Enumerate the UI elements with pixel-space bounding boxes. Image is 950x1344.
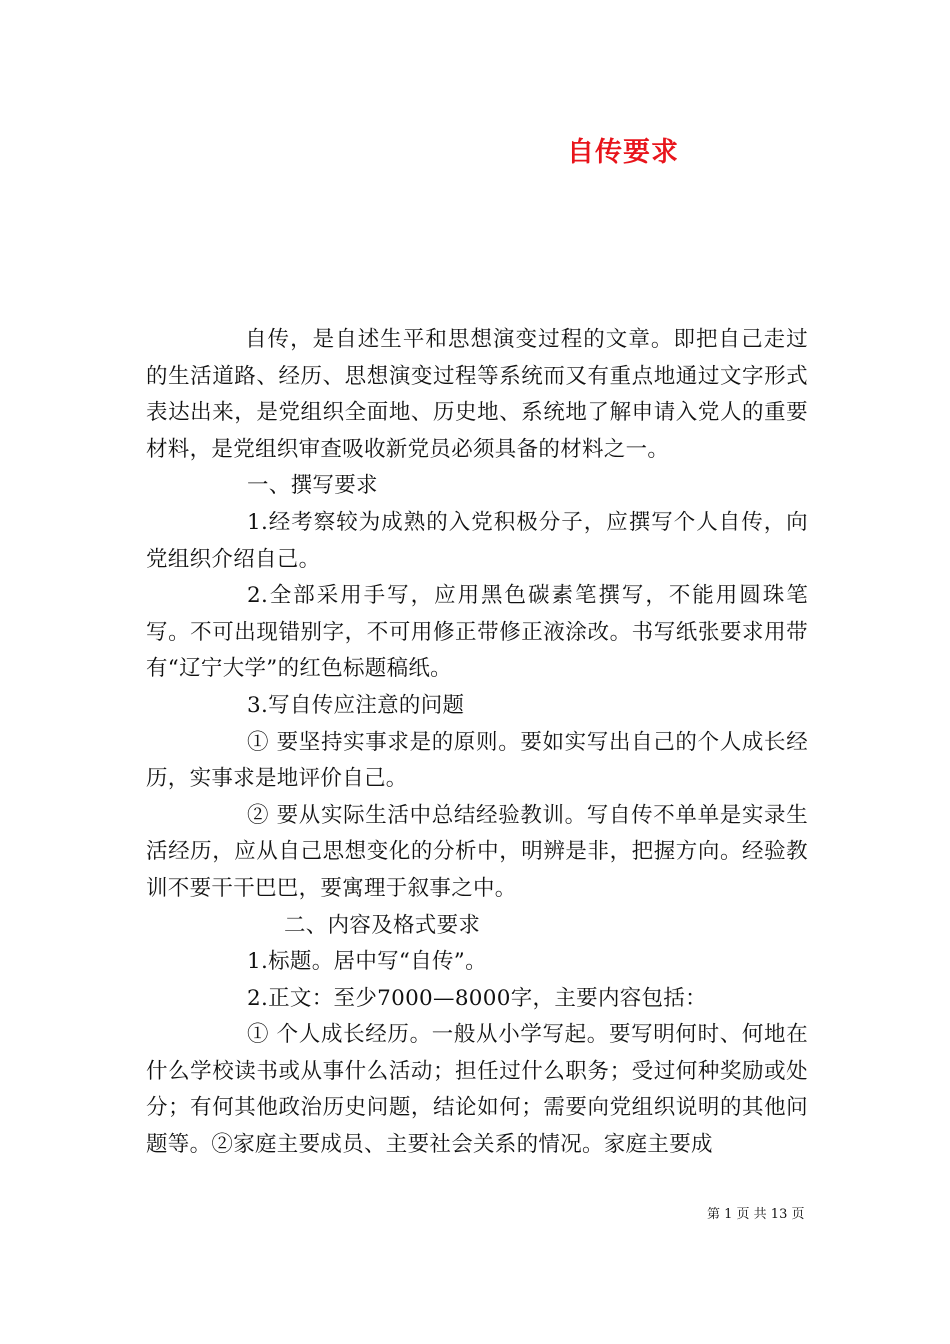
requirement-item-2: 2.全部采用手写，应用黑色碳素笔撰写，不能用圆珠笔写。不可出现错别字，不可用修正带修正液涂改。书写纸张要求用带有“辽宁大学”的红色标题稿纸。	[146, 583, 808, 682]
format-item-2: 2.正文：至少7000—8000字，主要内容包括：	[247, 985, 707, 1011]
requirement-item-3: 3.写自传应注意的问题	[247, 692, 465, 718]
sub-item-1: ① 要坚持实事求是的原则。要如实写出自己的个人成长经历，实事求是地评价自己。	[146, 729, 808, 792]
requirement-item-1: 1.经考察较为成熟的入党积极分子，应撰写个人自传，向党组织介绍自己。	[146, 509, 808, 572]
content-item-1: ① 个人成长经历。一般从小学写起。要写明何时、何地在什么学校读书或从事什么活动；担任过什么职务；受过何种奖励或处分；有何其他政治历史问题，结论如何；需要向党组织说明的其他问题等。②家庭主要成员、主要社会关系的情况。家庭主要成	[146, 1022, 808, 1158]
intro-paragraph: 自传，是自述生平和思想演变过程的文章。即把自己走过的生活道路、经历、思想演变过程等系统而又有重点地通过文字形式表达出来，是党组织全面地、历史地、系统地了解申请入党人的重要材料，是党组织审查吸收新党员必须具备的材料之一。	[146, 327, 808, 462]
section-heading-content-format: 二、内容及格式要求	[284, 912, 481, 938]
sub-item-2: ② 要从实际生活中总结经验教训。写自传不单单是实录生活经历，应从自己思想变化的分析中，明辨是非，把握方向。经验教训不要干干巴巴，要寓理于叙事之中。	[146, 802, 808, 901]
page-number: 第 1 页 共 13 页	[707, 1207, 805, 1222]
format-item-1: 1.标题。居中写“自传”。	[247, 949, 487, 975]
document-body	[146, 322, 808, 1164]
section-heading-writing-requirements: 一、撰写要求	[247, 473, 378, 499]
document-title: 自传要求	[567, 137, 679, 168]
